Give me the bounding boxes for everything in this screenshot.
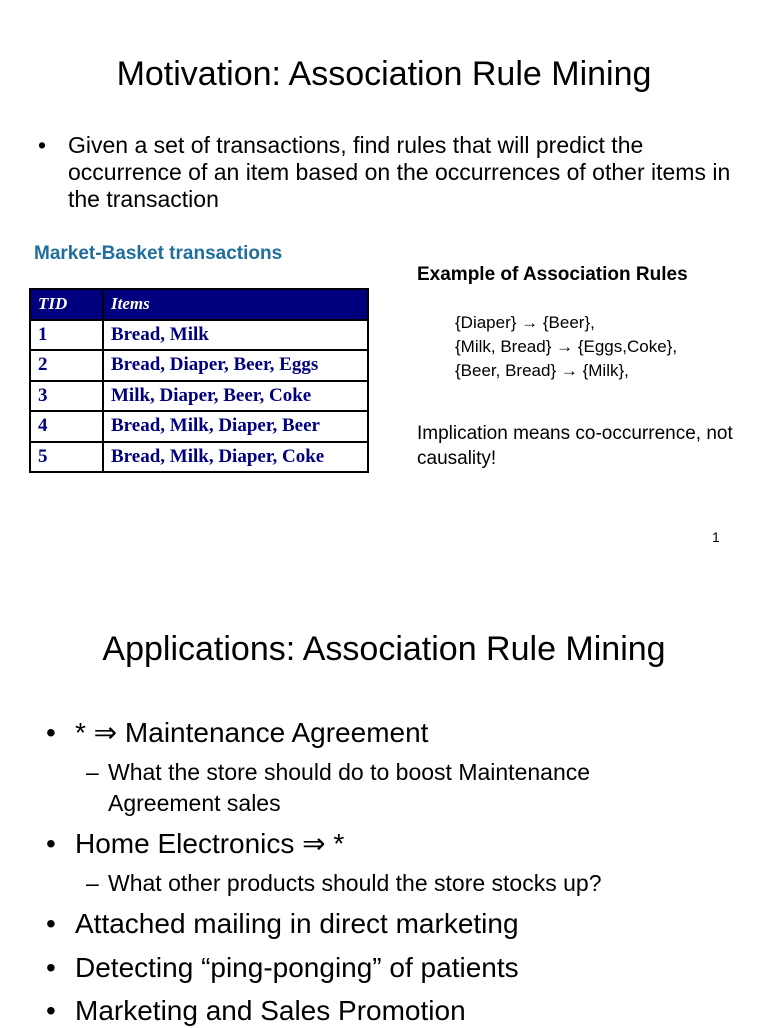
bullet-text: Home Electronics ⇒ * bbox=[75, 828, 345, 859]
sub-bullet-dash: – bbox=[86, 870, 99, 896]
table-row bbox=[30, 381, 368, 412]
page-number: 1 bbox=[712, 529, 720, 545]
slide2-sub-bullet bbox=[86, 868, 602, 899]
cell-items: Bread, Milk bbox=[103, 320, 368, 351]
slide1-title: Motivation: Association Rule Mining bbox=[116, 55, 652, 93]
bullet-dot: • bbox=[46, 908, 56, 939]
cell-tid: 1 bbox=[30, 320, 103, 351]
sub-bullet-dash: – bbox=[86, 759, 99, 785]
implication-note: Implication means co-occurrence, not causality! bbox=[417, 423, 733, 469]
slide1-bullet-text: Given a set of transactions, find rules that will predict the occurrence of an item based on the occurrences of other items in the transaction bbox=[68, 132, 731, 212]
cell-tid: 5 bbox=[30, 442, 103, 473]
rule-item: {Milk, Bread} → {Eggs,Coke}, bbox=[455, 337, 678, 356]
cell-tid: 3 bbox=[30, 381, 103, 412]
bullet-text: Marketing and Sales Promotion bbox=[75, 995, 466, 1026]
slide2-title: Applications: Association Rule Mining bbox=[102, 630, 666, 668]
table-row bbox=[30, 442, 368, 473]
bullet-text: Attached mailing in direct marketing bbox=[75, 908, 519, 939]
cell-items: Bread, Diaper, Beer, Eggs bbox=[103, 350, 368, 381]
bullet-dot: • bbox=[46, 828, 56, 859]
cell-items: Bread, Milk, Diaper, Beer bbox=[103, 411, 368, 442]
table-heading: Market-Basket transactions bbox=[34, 243, 283, 264]
cell-items: Bread, Milk, Diaper, Coke bbox=[103, 442, 368, 473]
slide2-sub-bullet bbox=[86, 757, 686, 819]
bullet-dot: • bbox=[46, 995, 56, 1026]
slide2-bullet bbox=[46, 994, 466, 1028]
bullet-dot: • bbox=[46, 952, 56, 983]
bullet-text: * ⇒ Maintenance Agreement bbox=[75, 717, 429, 748]
header-tid: TID bbox=[30, 289, 103, 320]
cell-items: Milk, Diaper, Beer, Coke bbox=[103, 381, 368, 412]
table-header-row bbox=[30, 289, 368, 320]
header-items: Items bbox=[103, 289, 368, 320]
bullet-dot: • bbox=[46, 717, 56, 748]
sub-bullet-text: What other products should the store stocks up? bbox=[108, 870, 602, 896]
cell-tid: 2 bbox=[30, 350, 103, 381]
slide1-bullet bbox=[38, 132, 738, 213]
transactions-table bbox=[29, 288, 369, 473]
rule-item: {Beer, Bread} → {Milk}, bbox=[455, 361, 629, 380]
slide2-bullet bbox=[46, 951, 519, 985]
example-title: Example of Association Rules bbox=[417, 264, 688, 285]
cell-tid: 4 bbox=[30, 411, 103, 442]
table-row bbox=[30, 320, 368, 351]
slide2-bullet bbox=[46, 827, 344, 861]
sub-bullet-text: What the store should do to boost Maintenance Agreement sales bbox=[108, 759, 591, 816]
bullet-text: Detecting “ping-ponging” of patients bbox=[75, 952, 519, 983]
table-row bbox=[30, 411, 368, 442]
rule-item: {Diaper} → {Beer}, bbox=[455, 313, 595, 332]
slide2-bullet bbox=[46, 907, 519, 941]
bullet-dot: • bbox=[38, 132, 47, 158]
slide2-bullet bbox=[46, 716, 428, 750]
table-row bbox=[30, 350, 368, 381]
